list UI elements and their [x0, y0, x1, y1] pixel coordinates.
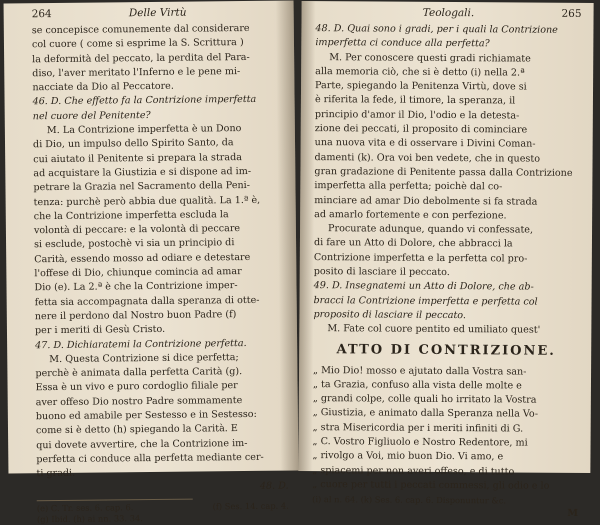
text-line: qui dovete avvertire, che la Contrizione im-: [36, 437, 248, 451]
question-line: proposito di lasciare il peccato.: [313, 309, 467, 322]
text-line: alla memoria ciò, che si è detto (i) nella 2.ª: [315, 65, 525, 79]
text-line: che la Contrizione imperfetta escluda la: [33, 209, 229, 223]
text-line: tenza: purchè però abbia due qualità. La 1.ª è,: [33, 194, 261, 208]
text-line: buono ed amabile per Sestesso e in Sestesso:: [35, 408, 257, 423]
text-line: imperfetta alla perfetta; poichè dal co-: [314, 180, 503, 193]
text-line: minciare ad amar Dio debolmente si fa strada: [314, 194, 538, 208]
right-page-body: [313, 22, 581, 338]
prayer-line: „ Mio Dio! mosso e ajutato dalla Vostra san-: [313, 364, 527, 378]
question-line: 46. D. Che effetto fa la Contrizione imperfetta: [32, 94, 257, 108]
right-running-head: Teologali.: [422, 6, 475, 20]
left-running-head: Delle Virtù: [128, 6, 187, 20]
prayer-line: „ stra Misericordia per i meriti infiniti di G.: [312, 421, 524, 435]
prayer-line: „ spiacemi per non averi offeso, e di tutto: [312, 464, 515, 478]
prayer-line: „ grandi colpe, colle quali ho irritato la Vostra: [312, 393, 537, 406]
text-line: perchè è animata dalla perfetta Carità (g).: [35, 366, 243, 380]
text-line: gran gradazione di Penitente passa dalla Contrizione: [314, 166, 573, 179]
question-line: bracci la Contrizione imperfetta e perfetta col: [313, 294, 538, 308]
prayer-line: „ ta Grazia, confuso alla vista delle molte e: [312, 378, 522, 392]
text-line: perfetta ci conduce alla perfetta mediante cer-: [36, 451, 264, 466]
right-page-header: [316, 5, 582, 21]
right-page-number: 265: [561, 7, 582, 20]
left-page-header: [32, 5, 284, 22]
text-line: fetta sia accompagnata dalla speranza di otte-: [34, 294, 260, 308]
footnote: (e) C. Tr. ses. 6. cap. 6.: [36, 501, 134, 513]
prayer-line: „ rivolgo a Voi, mio buon Dio. Vi amo, e: [312, 450, 504, 463]
text-line: nacciate da Dio al Peccatore.: [32, 80, 174, 94]
text-line: nere il perdono dal Nostro buon Padre (f): [34, 309, 237, 323]
text-line: aver offeso Dio nostro Padre sommamente: [35, 394, 243, 408]
section-heading: ATTO DI CONTRIZIONE.: [336, 341, 556, 359]
prayer-line: „ C. Vostro Figliuolo e Nostro Redentore, mi: [312, 436, 528, 449]
left-page: [4, 0, 299, 524]
left-page-number: 264: [31, 8, 52, 21]
text-line: se concepisce comunemente dal considerare: [31, 22, 250, 37]
text-line: la deformità del peccato, la perdita del Para-: [32, 51, 250, 65]
text-line: di fare un Atto di Dolore, che abbracci la: [313, 237, 513, 250]
text-line: Dio (e). La 2.ª è che la Contrizione imper-: [34, 280, 238, 294]
footnote-line: [37, 511, 289, 525]
right-page: [298, 1, 593, 520]
question-line: 49. D. Insegnatemi un Atto di Dolore, che ab-: [313, 280, 534, 293]
text-line: posito di lasciare il peccato.: [313, 266, 450, 279]
text-line: di Dio, un impulso dello Spirito Santo, da: [32, 137, 234, 151]
text-line: cui aiutato il Penitente si prepara la strada: [33, 151, 243, 165]
text-line: Procurate adunque, quando vi confessate,: [328, 223, 534, 236]
footnote: (f) Ses. 14. cap. 4.: [212, 500, 289, 511]
text-line: Essa è un vivo e puro cordoglio filiale per: [35, 380, 238, 394]
prayer-line: „ cuore per tutti i peccati commessi, gli odio e lo: [312, 478, 550, 492]
text-line: ad amarlo fortemente e con perfezione.: [314, 208, 507, 222]
text-line: ad acquistare la Giustizia e si dispone ad im-: [33, 165, 252, 180]
text-line: ti gradi.: [36, 468, 76, 480]
footnote: (g) Ibid. (h) ai nn. 33. 34.: [36, 512, 143, 524]
prayer-text: [312, 364, 579, 495]
text-line: M. Per conoscere questi gradi richiamate: [329, 51, 531, 65]
text-line: diso, l'aver meritato l'Inferno e le pene mi-: [32, 65, 241, 80]
question-line: imperfetta ci conduce alla perfetta?: [315, 37, 490, 50]
text-line: volontà di peccare: e la volontà di peccare: [33, 223, 241, 237]
text-line: Contrizione imperfetta e la perfetta col pro-: [313, 251, 528, 265]
left-page-body: [32, 22, 289, 482]
text-line: petrare la Grazia nel Sacramento della Peni-: [33, 180, 251, 194]
question-line: 48. D. Quai sono i gradi, per i quali la Contrizione: [315, 23, 558, 36]
text-line: una nuova vita e di osservare i Divini Coman-: [314, 137, 536, 150]
text-line: si esclude, postochè vi sia un principio di: [34, 237, 235, 251]
text-line: Parte, spiegando la Penitenza Virtù, dove si: [315, 80, 527, 93]
text-line: principio d'amor il Dio, l'odio e la detesta-: [314, 108, 520, 122]
text-line: per i meriti di Gesù Cristo.: [34, 324, 166, 337]
text-line: col cuore ( come si esprime la S. Scrittura ): [31, 37, 244, 51]
text-line: M. Questa Contrizione si dice perfetta;: [49, 351, 239, 365]
text-line: M. Fate col cuore pentito ed umiliato quest': [327, 323, 541, 336]
text-line: damenti (k). Ora voi ben vedete, che in questo: [314, 151, 541, 165]
text-line: è riferita la fede, il timore, la speranza, il: [314, 94, 516, 107]
question-line: 47. D. Dichiaratemi la Contrizione perfetta.: [35, 337, 247, 351]
text-line: zione dei peccati, il proposito di cominciare: [314, 123, 528, 136]
question-line: nel cuore del Penitente?: [32, 109, 151, 123]
prayer-line: „ Giustizia, e animato dalla Speranza nella Vo-: [312, 407, 539, 421]
text-line: Carità, essendo mosso ad odiare e detestare: [34, 251, 251, 265]
text-line: come si è detto (h) spiegando la Carità. E: [35, 423, 238, 437]
right-catchword: M: [567, 508, 579, 520]
text-line: M. La Contrizione imperfetta è un Dono: [46, 123, 242, 137]
left-catchword: 48. D.: [259, 480, 289, 492]
text-line: l'offese di Dio, chiunque comincia ad amar: [34, 266, 242, 280]
footnote: (i) al n. 64. (k) Ses. 6. cap. 6. Disponuntur &c.: [312, 494, 507, 506]
